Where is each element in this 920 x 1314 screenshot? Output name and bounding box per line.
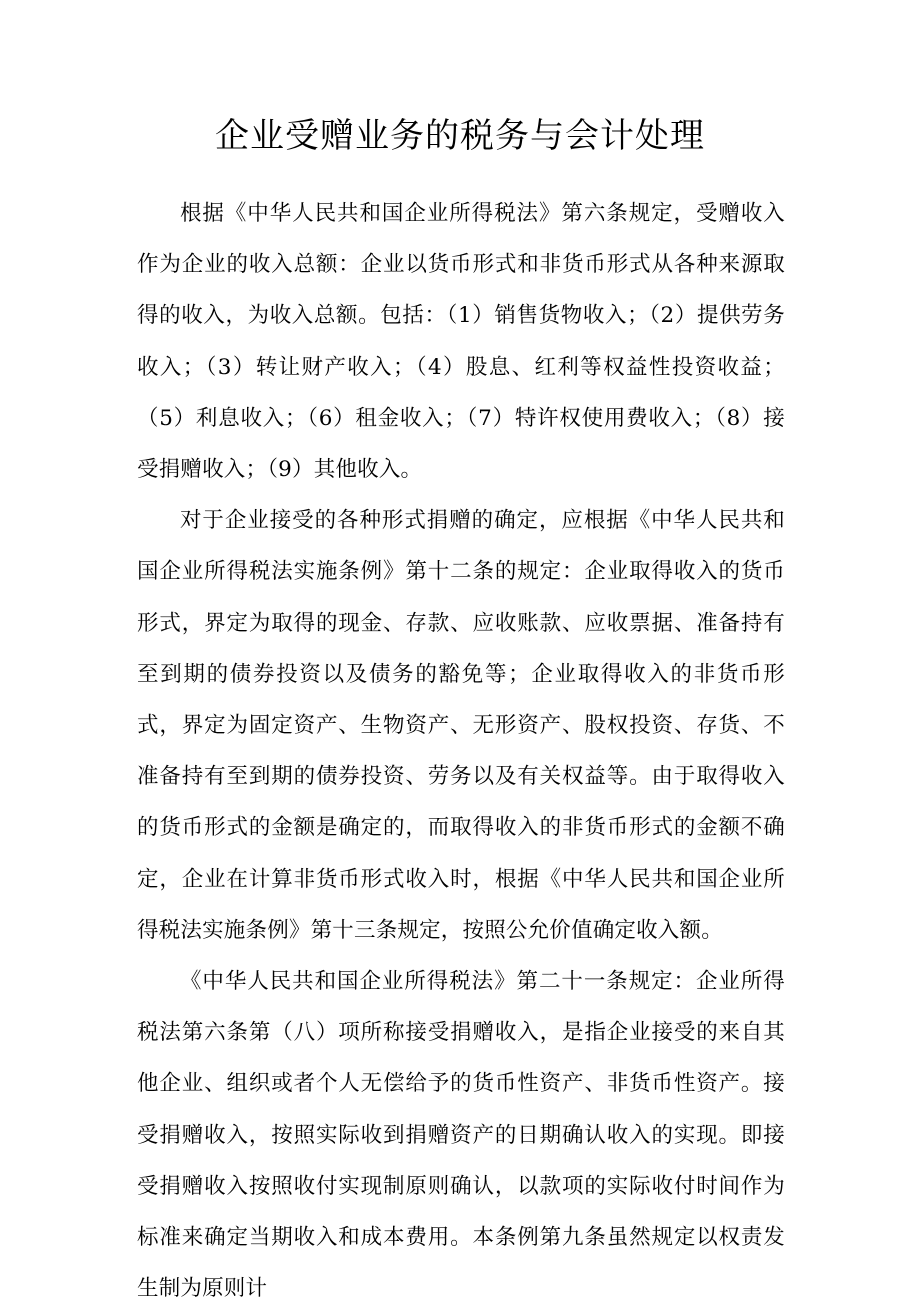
document-body [137,188,785,1314]
paragraph-2: 对于企业接受的各种形式捐赠的确定，应根据《中华人民共和国企业所得税法实施条例》第十二条的规定：企业取得收入的货币形式，界定为取得的现金、存款、应收账款、应收票据、准备持有至到期的债券投资以及债务的豁免等；企业取得收入的非货币形式，界定为固定资产、生物资产、无形资产、股权投资、存货、不准备持有至到期的债券投资、劳务以及有关权益等。由于取得收入的货币形式的金额是确定的，而取得收入的非货币形式的金额不确定，企业在计算非货币形式收入时，根据《中华人民共和国企业所得税法实施条例》第十三条规定，按照公允价值确定收入额。 [137,508,785,943]
paragraph-1: 根据《中华人民共和国企业所得税法》第六条规定，受赠收入作为企业的收入总额：企业以货币形式和非货币形式从各种来源取得的收入，为收入总额。包括：（1）销售货物收入；（2）提供劳务收入；（3）转让财产收入；（4）股息、红利等权益性投资收益；（5）利息收入；（6）租金收入；（7）特许权使用费收入；（8）接受捐赠收入；（9）其他收入。 [137,201,785,483]
document-title: 企业受赠业务的税务与会计处理 [215,116,705,156]
paragraph-3: 《中华人民共和国企业所得税法》第二十一条规定：企业所得税法第六条第（八）项所称接受捐赠收入，是指企业接受的来自其他企业、组织或者个人无偿给予的货币性资产、非货币性资产。接受捐赠收入，按照实际收到捐赠资产的日期确认收入的实现。即接受捐赠收入按照收付实现制原则确认，以款项的实际收付时间作为标准来确定当期收入和成本费用。本条例第九条虽然规定以权责发生制为原则计 [137,969,785,1302]
